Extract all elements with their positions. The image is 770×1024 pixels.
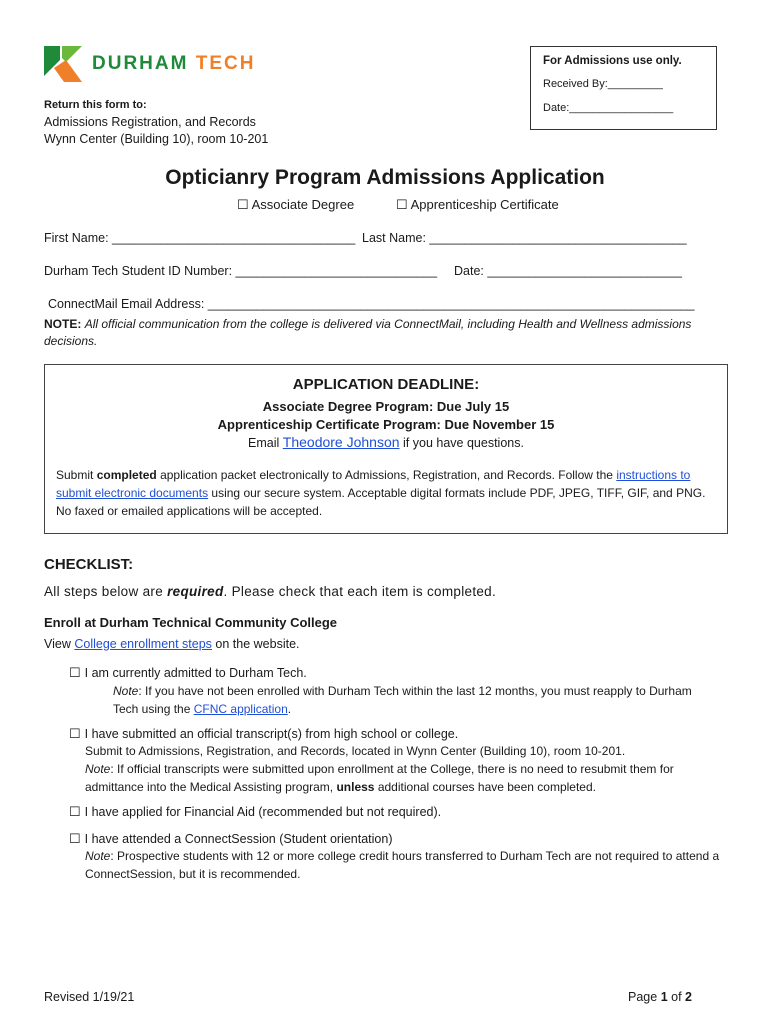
checkbox-icon[interactable]: ☐	[69, 726, 81, 741]
view-post: on the website.	[215, 637, 300, 651]
intro-pre: All steps below are	[44, 584, 164, 599]
admin-box-title: For Admissions use only.	[543, 55, 682, 67]
submit-post: using our secure system. Acceptable digital formats include PDF, JPEG, TIFF, GIF, and PNG. No faxed or emailed applications will be accepted.	[56, 486, 706, 518]
durham-tech-logo-icon	[44, 46, 82, 82]
student-id-field[interactable]: Durham Tech Student ID Number: _____________________________	[44, 264, 438, 278]
deadline-box	[44, 364, 728, 534]
contact-line	[45, 434, 727, 450]
enroll-heading: Enroll at Durham Technical Community College	[44, 615, 338, 630]
note-text: : If official transcripts were submitted upon enrollment at the College, there is no need to resubmit them for admittance into the Medical Assisting program,	[85, 762, 674, 794]
checklist-item-transcripts[interactable]	[69, 725, 458, 743]
logo-word-durham: DURHAM	[92, 53, 189, 74]
option-label: Apprenticeship Certificate	[410, 197, 559, 212]
admissions-use-box	[530, 46, 717, 130]
date-field[interactable]: Date: ____________________________	[454, 264, 683, 278]
option-label: Associate Degree	[251, 197, 355, 212]
apprentice-deadline: Apprenticeship Certificate Program: Due November 15	[217, 417, 555, 432]
item2-detail: Submit to Admissions, Registration, and Records, located in Wynn Center (Building 10), room 10-201.	[85, 744, 626, 758]
note-label: Note	[85, 762, 111, 776]
page-number	[628, 990, 692, 1004]
note-unless: unless	[336, 779, 375, 794]
received-by-field: Received By:_________	[543, 78, 663, 90]
note-end: .	[287, 701, 292, 716]
contact-email-link[interactable]: Theodore Johnson	[282, 434, 400, 450]
submit-pre: Submit	[56, 468, 94, 482]
contact-post: if you have questions.	[403, 436, 524, 450]
option-apprenticeship-certificate[interactable]	[396, 197, 559, 213]
option-associate-degree[interactable]	[237, 197, 354, 213]
item4-note	[85, 848, 735, 883]
page-current: 1	[660, 990, 668, 1004]
checklist-item-financial-aid[interactable]	[69, 803, 441, 821]
view-pre: View	[44, 637, 71, 651]
electronic-documents-link[interactable]: instructions to submit electronic documents	[56, 468, 691, 500]
checklist-item-connectsession[interactable]	[69, 830, 393, 848]
page-of: of	[671, 990, 682, 1004]
admin-date-field: Date:_________________	[543, 102, 674, 114]
connectmail-email-field[interactable]: ConnectMail Email Address: ______________________________________________________________________	[48, 297, 695, 311]
intro-required: required	[167, 584, 224, 599]
submit-mid: application packet electronically to Admissions, Registration, and Records. Follow the	[160, 468, 613, 482]
intro-post: . Please check that each item is completed.	[223, 584, 497, 599]
submit-bold: completed	[96, 468, 157, 482]
checklist-item-admitted[interactable]	[69, 664, 307, 682]
return-address-line1: Admissions Registration, and Records	[44, 115, 256, 129]
checklist-intro	[44, 584, 496, 599]
note-text: All official communication from the college is delivered via ConnectMail, including Health and Wellness admissions decisions.	[44, 317, 692, 348]
connectmail-note	[44, 316, 734, 350]
item-label: I am currently admitted to Durham Tech.	[84, 666, 307, 680]
note-text: : If you have not been enrolled with Durham Tech within the last 12 months, you must reapply to Durham Tech using the	[113, 684, 692, 716]
item-label: I have attended a ConnectSession (Student orientation)	[84, 832, 393, 846]
contact-pre: Email	[248, 436, 280, 450]
deadline-heading: APPLICATION DEADLINE:	[292, 376, 480, 393]
item-label: I have submitted an official transcript(s) from high school or college.	[84, 727, 459, 741]
checklist-heading: CHECKLIST:	[44, 556, 134, 573]
page-pre: Page	[628, 990, 658, 1004]
note-end: additional courses have been completed.	[377, 779, 596, 794]
associate-deadline: Associate Degree Program: Due July 15	[262, 399, 510, 414]
item-label: I have applied for Financial Aid (recommended but not required).	[84, 805, 442, 819]
enrollment-steps-line	[44, 637, 300, 651]
item1-note	[113, 683, 713, 718]
submit-instructions	[56, 466, 706, 520]
note-text: : Prospective students with 12 or more college credit hours transferred to Durham Tech are not required to attend a ConnectSession, but it is recommended.	[85, 849, 720, 881]
page-total: 2	[685, 990, 692, 1004]
page-title: Opticianry Program Admissions Application	[165, 166, 605, 189]
enrollment-steps-link[interactable]: College enrollment steps	[74, 637, 212, 651]
return-heading: Return this form to:	[44, 99, 147, 111]
checkbox-icon[interactable]: ☐	[69, 831, 81, 846]
checkbox-icon[interactable]: ☐	[237, 197, 249, 212]
return-address-line2: Wynn Center (Building 10), room 10-201	[44, 132, 269, 146]
item2-note	[85, 761, 735, 796]
first-name-field[interactable]: First Name: ___________________________________	[44, 231, 356, 245]
checkbox-icon[interactable]: ☐	[396, 197, 408, 212]
logo-wordmark	[92, 53, 255, 75]
note-label: Note	[85, 849, 111, 863]
checkbox-icon[interactable]: ☐	[69, 665, 81, 680]
note-label: Note	[113, 684, 139, 698]
checkbox-icon[interactable]: ☐	[69, 804, 81, 819]
revised-date: Revised 1/19/21	[44, 990, 135, 1004]
last-name-field[interactable]: Last Name: _____________________________________	[362, 231, 687, 245]
cfnc-application-link[interactable]: CFNC application	[193, 701, 288, 716]
logo-word-tech: TECH	[195, 53, 256, 74]
note-label: NOTE:	[44, 317, 82, 331]
